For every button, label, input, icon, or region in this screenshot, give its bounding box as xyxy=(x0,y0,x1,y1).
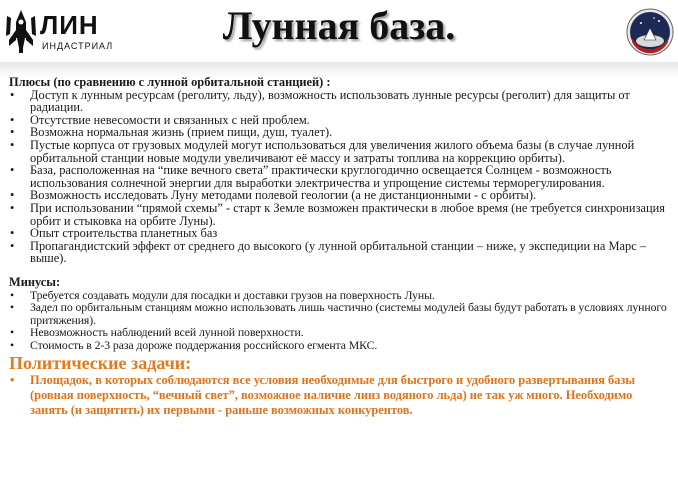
mission-emblem-icon xyxy=(626,8,674,56)
list-item: • Требуется создавать модули для посадки и доставки грузов на поверхность Луны. xyxy=(10,287,435,302)
bullet-icon: • xyxy=(10,373,15,388)
bullet-icon: • xyxy=(10,87,15,102)
bullet-icon: • xyxy=(10,287,15,302)
list-item: • База, расположенная на “пике вечного света” практически круглогодично освещается Солнцем - возможность использования солнечной энергии для выработки электричества и упрощение системы терморегулирования. xyxy=(10,163,612,190)
bullet-icon: • xyxy=(10,226,15,241)
list-item: • Пропагандистский эффект от среднего до высокого (у лунной орбитальной станции – ниже, у экспедиции на Марс – выше). xyxy=(10,238,647,266)
list-item: • Пустые корпуса от грузовых модулей могут использоваться для увеличения жилого объема базы (в случае лунной орбитальной станции новые модули увеличивают её массу и затраты топлива на коррекцию орбиты). xyxy=(10,137,635,165)
politics-heading: Политические задачи: xyxy=(9,353,192,374)
bullet-icon: • xyxy=(10,325,15,340)
cons-list xyxy=(9,289,671,352)
list-item: • Опыт строительства планетных баз xyxy=(10,226,218,241)
bullet-icon: • xyxy=(10,200,15,215)
slide-title: Лунная база. xyxy=(222,3,456,48)
list-item: • Задел по орбитальным станциям можно использовать лишь частично (системы модулей базы будут работать в условиях лунного притяжения). xyxy=(10,300,667,327)
pros-heading: Плюсы (по сравнению с лунной орбитальной станцией) : xyxy=(9,75,331,89)
list-item: • Возможна нормальная жизнь (прием пищи, душ, туалет). xyxy=(10,125,333,140)
bullet-icon: • xyxy=(10,112,15,127)
logo-subtitle: ИНДАСТРИАЛ xyxy=(42,41,114,51)
list-item: • При использовании “прямой схемы” - старт к Земле возможен практически в любое время (не требуется синхронизация орбит и стыковка на орбите Луны). xyxy=(10,200,665,228)
bullet-icon: • xyxy=(10,137,15,152)
pros-list xyxy=(9,89,671,265)
list-item: • Возможность исследовать Луну методами полевой геологии (а не дистанционными - с орбиты). xyxy=(10,188,537,203)
bullet-icon: • xyxy=(10,337,15,352)
logo-name: ЛИН xyxy=(40,10,99,40)
bullet-icon: • xyxy=(10,300,15,315)
list-item: • Невозможность наблюдений всей лунной поверхности. xyxy=(10,325,304,340)
list-item: • Стоимость в 2-3 раза дороже поддержания российского егмента МКС. xyxy=(10,337,378,352)
list-item: • Отсутствие невесомости и связанных с ней проблем. xyxy=(10,112,310,127)
cons-section xyxy=(9,276,671,352)
list-item: • Площадок, в которых соблюдаются все условия необходимые для быстрого и удобного развертывания базы (ровная поверхность, “вечный свет”, возможное наличие линз водяного льда) не так уж много. Необходимо занять (и защитить) их первыми - раньше возможных конкурентов. xyxy=(10,373,636,417)
slide-header xyxy=(0,0,678,62)
bullet-icon: • xyxy=(10,125,15,140)
bullet-icon: • xyxy=(10,188,15,203)
bullet-icon: • xyxy=(10,238,15,253)
list-item: • Доступ к лунным ресурсам (реголиту, льду), возможность использовать лунные ресурсы (реголит) для защиты от радиации. xyxy=(10,87,630,115)
cons-heading: Минусы: xyxy=(9,274,61,289)
politics-list xyxy=(9,373,671,417)
bullet-icon: • xyxy=(10,163,15,178)
slide-content xyxy=(9,76,671,417)
